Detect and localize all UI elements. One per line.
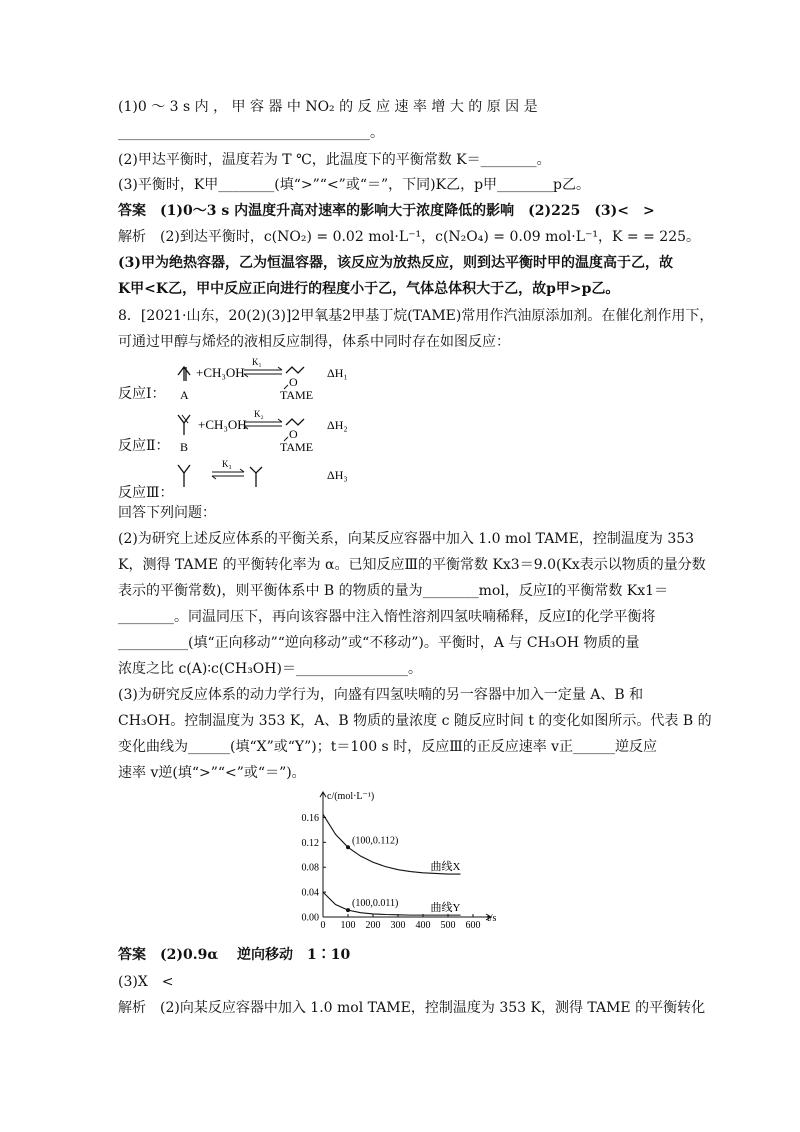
q8-2-line6: 浓度之比 c(A)∶c(CH₃OH)＝________________。 xyxy=(118,661,422,677)
a-label: A xyxy=(180,388,189,402)
analysis-final: 解析 (2)向某反应容器中加入 1.0 mol TAME，控制温度为 353 K，测得 TAME 的平衡转化 xyxy=(118,1000,706,1016)
y-tick-label: 0.16 xyxy=(301,812,319,824)
annotation-point xyxy=(346,908,350,912)
x-tick-label: 0 xyxy=(320,920,326,931)
chart-labels xyxy=(302,791,497,931)
reaction-2 xyxy=(178,409,348,454)
q8-2-line5: __________(填“正向移动”“逆向移动”或“不移动”)。平衡时，A 与 CH₃OH 物质的量 xyxy=(118,635,640,651)
x-axis-label: t/s xyxy=(487,913,497,924)
y-tick-label: 0.04 xyxy=(301,887,319,899)
q8-3-line2: CH₃OH。控制温度为 353 K，A、B 物质的量浓度 c 随反应时间 t 的变化如图所示。代表 B 的 xyxy=(118,713,712,729)
q8-3-line1: (3)为研究反应体系的动力学行为，向盛有四氢呋喃的另一容器中加入一定量 A、B 和 xyxy=(118,687,644,703)
q8-2-line1: (2)为研究上述反应体系的平衡关系，向某反应容器中加入 1.0 mol TAME，控制温度为 353 xyxy=(118,531,695,547)
answer-line-3: (3)X < xyxy=(118,974,174,990)
annotation-label: (100,0.112) xyxy=(352,835,399,847)
x-tick-label: 500 xyxy=(440,920,456,931)
y-tick-label: 0.00 xyxy=(301,912,319,924)
q1-blank: ____________________________________。 xyxy=(118,125,384,141)
q8-3-line4: 速率 v逆(填“>”“<”或“＝”)。 xyxy=(118,765,306,781)
q2-line: (2)甲达平衡时，温度若为 T ℃，此温度下的平衡常数 K＝________。 xyxy=(118,152,551,168)
y-tick-label: 0.08 xyxy=(301,862,319,874)
k2-label: K₂ xyxy=(254,409,264,419)
concentration-chart xyxy=(0,785,800,945)
reagent-2: +CH₃OH xyxy=(198,417,247,432)
tame-label-2: TAME xyxy=(280,440,314,454)
annotation-label: (100,0.011) xyxy=(352,898,399,910)
curve-x-label: 曲线X xyxy=(430,861,461,874)
k3-label: K₃ xyxy=(222,459,232,469)
q8-3-line3: 变化曲线为______(填“X”或“Y”)；t＝100 s 时，反应Ⅲ的正反应速率 v正______逆反应 xyxy=(118,739,658,755)
x-tick-label: 600 xyxy=(465,920,481,931)
dh3-label: ΔH₃ xyxy=(327,468,348,482)
o-label-2: O xyxy=(289,427,298,441)
x-tick-label: 300 xyxy=(390,920,406,931)
q8-2-line3: 表示的平衡常数)，则平衡体系中 B 的物质的量为________mol，反应Ⅰ的平衡常数 Kx1＝ xyxy=(118,583,669,599)
reaction-2-label: 反应Ⅱ： xyxy=(118,438,170,454)
y-axis-label: c/(mol·L⁻¹) xyxy=(327,791,375,802)
reaction-1 xyxy=(178,357,348,402)
reaction-1-label: 反应Ⅰ： xyxy=(118,386,166,402)
answer-line: 答案 (1)0～3 s 内温度升高对速率的影响大于浓度降低的影响 (2)225 (3)< > xyxy=(118,203,655,219)
x-tick-label: 400 xyxy=(415,920,431,931)
reaction-3 xyxy=(178,459,348,487)
reagent-1: +CH₃OH xyxy=(196,365,245,380)
x-tick-label: 200 xyxy=(365,920,381,931)
problem8-intro: 可通过甲醇与烯烃的液相反应制得，体系中同时存在如图反应： xyxy=(118,334,510,350)
x-tick-label: 100 xyxy=(340,920,356,931)
analysis-line: 解析 (2)到达平衡时，c(NO₂) = 0.02 mol·L⁻¹，c(N₂O₄) = 0.09 mol·L⁻¹，K = = 225。 xyxy=(118,229,701,245)
annotation-point xyxy=(346,845,350,849)
questions-heading: 回答下列问题： xyxy=(118,505,216,521)
curve-y-label: 曲线Y xyxy=(430,902,461,915)
analysis-line-2: (3)甲为绝热容器，乙为恒温容器，该反应为放热反应，则到达平衡时甲的温度高于乙，故 xyxy=(118,255,673,271)
y-tick-label: 0.12 xyxy=(301,837,319,849)
reaction-scheme xyxy=(0,355,800,495)
tame-label-1: TAME xyxy=(280,388,314,402)
k1-label: K₁ xyxy=(252,357,262,367)
analysis-line-3: K甲<K乙，甲中反应正向进行的程度小于乙，气体总体积大于乙，故p甲>p乙。 xyxy=(118,281,620,297)
o-label-1: O xyxy=(289,375,298,389)
q8-2-line2: K，测得 TAME 的平衡转化率为 α。已知反应Ⅲ的平衡常数 Kx3＝9.0(Kx表示以物质的量分数 xyxy=(118,557,706,573)
problem8-title: 8．[2021·山东，20(2)(3)]2甲氧基2甲基丁烷(TAME)常用作汽油原添加剂。在催化剂作用下， xyxy=(118,308,714,324)
reaction-3-label: 反应Ⅲ： xyxy=(118,485,174,501)
q1-line: (1)0 ～ 3 s 内 ， 甲 容 器 中 NO₂ 的 反 应 速 率 增 大 的 原 因 是 xyxy=(118,99,538,115)
q3-line: (3)平衡时，K甲________(填“>”“<”或“＝”，下同)K乙，p甲________p乙。 xyxy=(118,177,590,193)
answer-line-2: 答案 (2)0.9α 逆向移动 1∶10 xyxy=(118,947,351,963)
b-label: B xyxy=(180,440,189,454)
dh2-label: ΔH₂ xyxy=(327,418,348,432)
chart-axes xyxy=(320,792,491,920)
dh1-label: ΔH₁ xyxy=(327,366,348,380)
q8-2-line4: ________。同温同压下，再向该容器中注入惰性溶剂四氢呋喃稀释，反应Ⅰ的化学平衡将 xyxy=(118,609,656,625)
